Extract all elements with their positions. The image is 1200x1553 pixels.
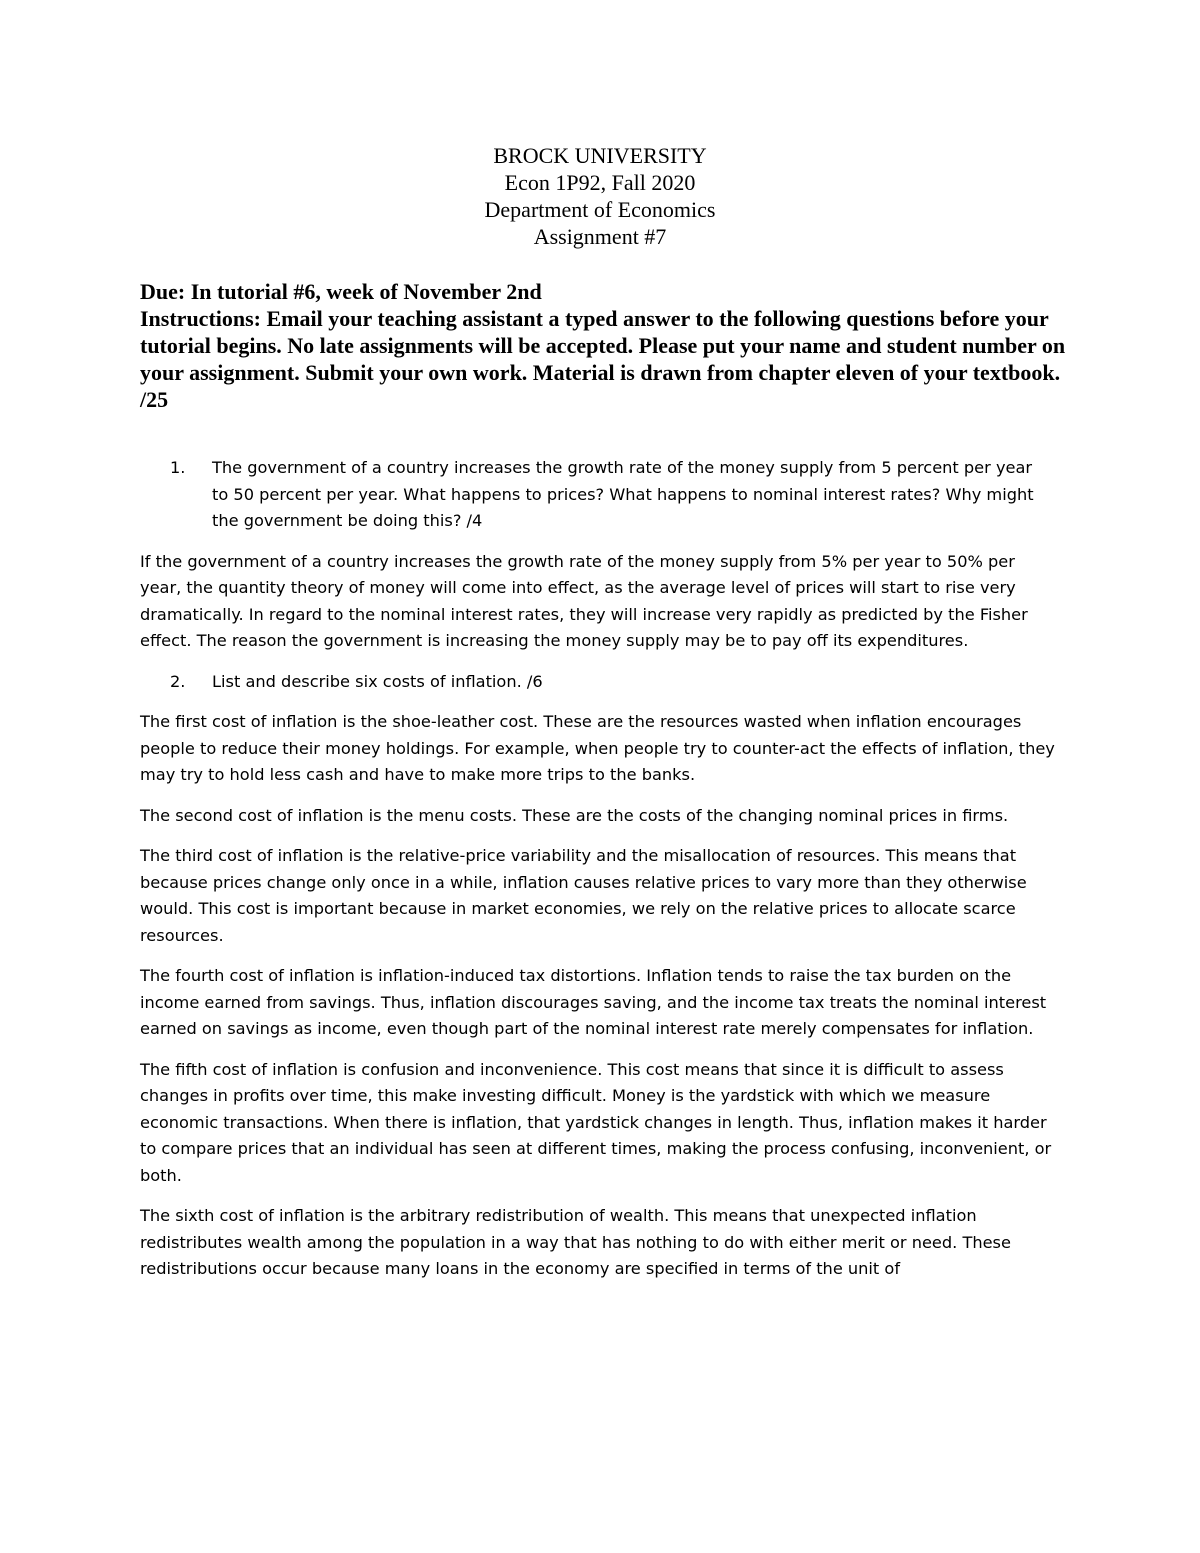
answer-paragraph: The second cost of inflation is the menu costs. These are the costs of the changing nominal prices in firms. <box>140 805 1009 825</box>
question-1 <box>140 455 1060 535</box>
university-name: BROCK UNIVERSITY <box>493 143 707 168</box>
question-2 <box>140 669 1060 696</box>
question-text: The government of a country increases the growth rate of the money supply from 5 percent per year to 50 percent per year. What happens to prices? What happens to nominal interest rates? Why might the government be doing this? /4 <box>212 458 1034 530</box>
question-number: 2. <box>170 671 186 691</box>
answer-paragraph: If the government of a country increases the growth rate of the money supply from 5% per year to 50% per year, the quantity theory of money will come into effect, as the average level of prices will start to rise very dramatically. In regard to the nominal interest rates, they will increase very rapidly as predicted by the Fisher effect. The reason the government is increasing the money supply may be to pay off its expenditures. <box>140 551 1028 650</box>
document-header <box>0 142 1200 250</box>
due-date: Due: In tutorial #6, week of November 2nd <box>140 279 542 304</box>
answer-paragraph: The fourth cost of inflation is inflation-induced tax distortions. Inflation tends to raise the tax burden on the income earned from savings. Thus, inflation discourages saving, and the income tax treats the nominal interest earned on savings as income, even though part of the nominal interest rate merely compensates for inflation. <box>140 966 1047 1038</box>
course-title: Econ 1P92, Fall 2020 <box>504 170 696 195</box>
department-name: Department of Economics <box>484 197 716 222</box>
answer-paragraph: The sixth cost of inflation is the arbitrary redistribution of wealth. This means that unexpected inflation redistributes wealth among the population in a way that has nothing to do with either merit or need. These redistributions occur because many loans in the economy are specified in terms of the unit of <box>140 1206 1011 1278</box>
question-number: 1. <box>170 458 186 477</box>
question-text: List and describe six costs of inflation. /6 <box>212 671 543 691</box>
assignment-intro <box>140 278 1070 413</box>
answer-paragraph: The third cost of inflation is the relative-price variability and the misallocation of resources. This means that because prices change only once in a while, inflation causes relative prices to vary more than they otherwise would. This cost is important because in market economies, we rely on the relative prices to allocate scarce resources. <box>140 846 1027 945</box>
instructions: Instructions: Email your teaching assistant a typed answer to the following questions before your tutorial begins. No late assignments will be accepted. Please put your name and student number on your assignment. Submit your own work. Material is drawn from chapter eleven of your textbook. /25 <box>140 306 1066 412</box>
assignment-title: Assignment #7 <box>533 224 667 249</box>
answer-paragraph: The first cost of inflation is the shoe-leather cost. These are the resources wasted when inflation encourages people to reduce their money holdings. For example, when people try to counter-act the effects of inflation, they may try to hold less cash and have to make more trips to the banks. <box>140 712 1055 784</box>
answer-paragraph: The fifth cost of inflation is confusion and inconvenience. This cost means that since it is difficult to assess changes in profits over time, this make investing difficult. Money is the yardstick with which we measure economic transactions. When there is inflation, that yardstick changes in length. Thus, inflation makes it harder to compare prices that an individual has seen at different times, making the process confusing, inconvenient, or both. <box>140 1059 1052 1185</box>
document-body <box>140 455 1060 1297</box>
